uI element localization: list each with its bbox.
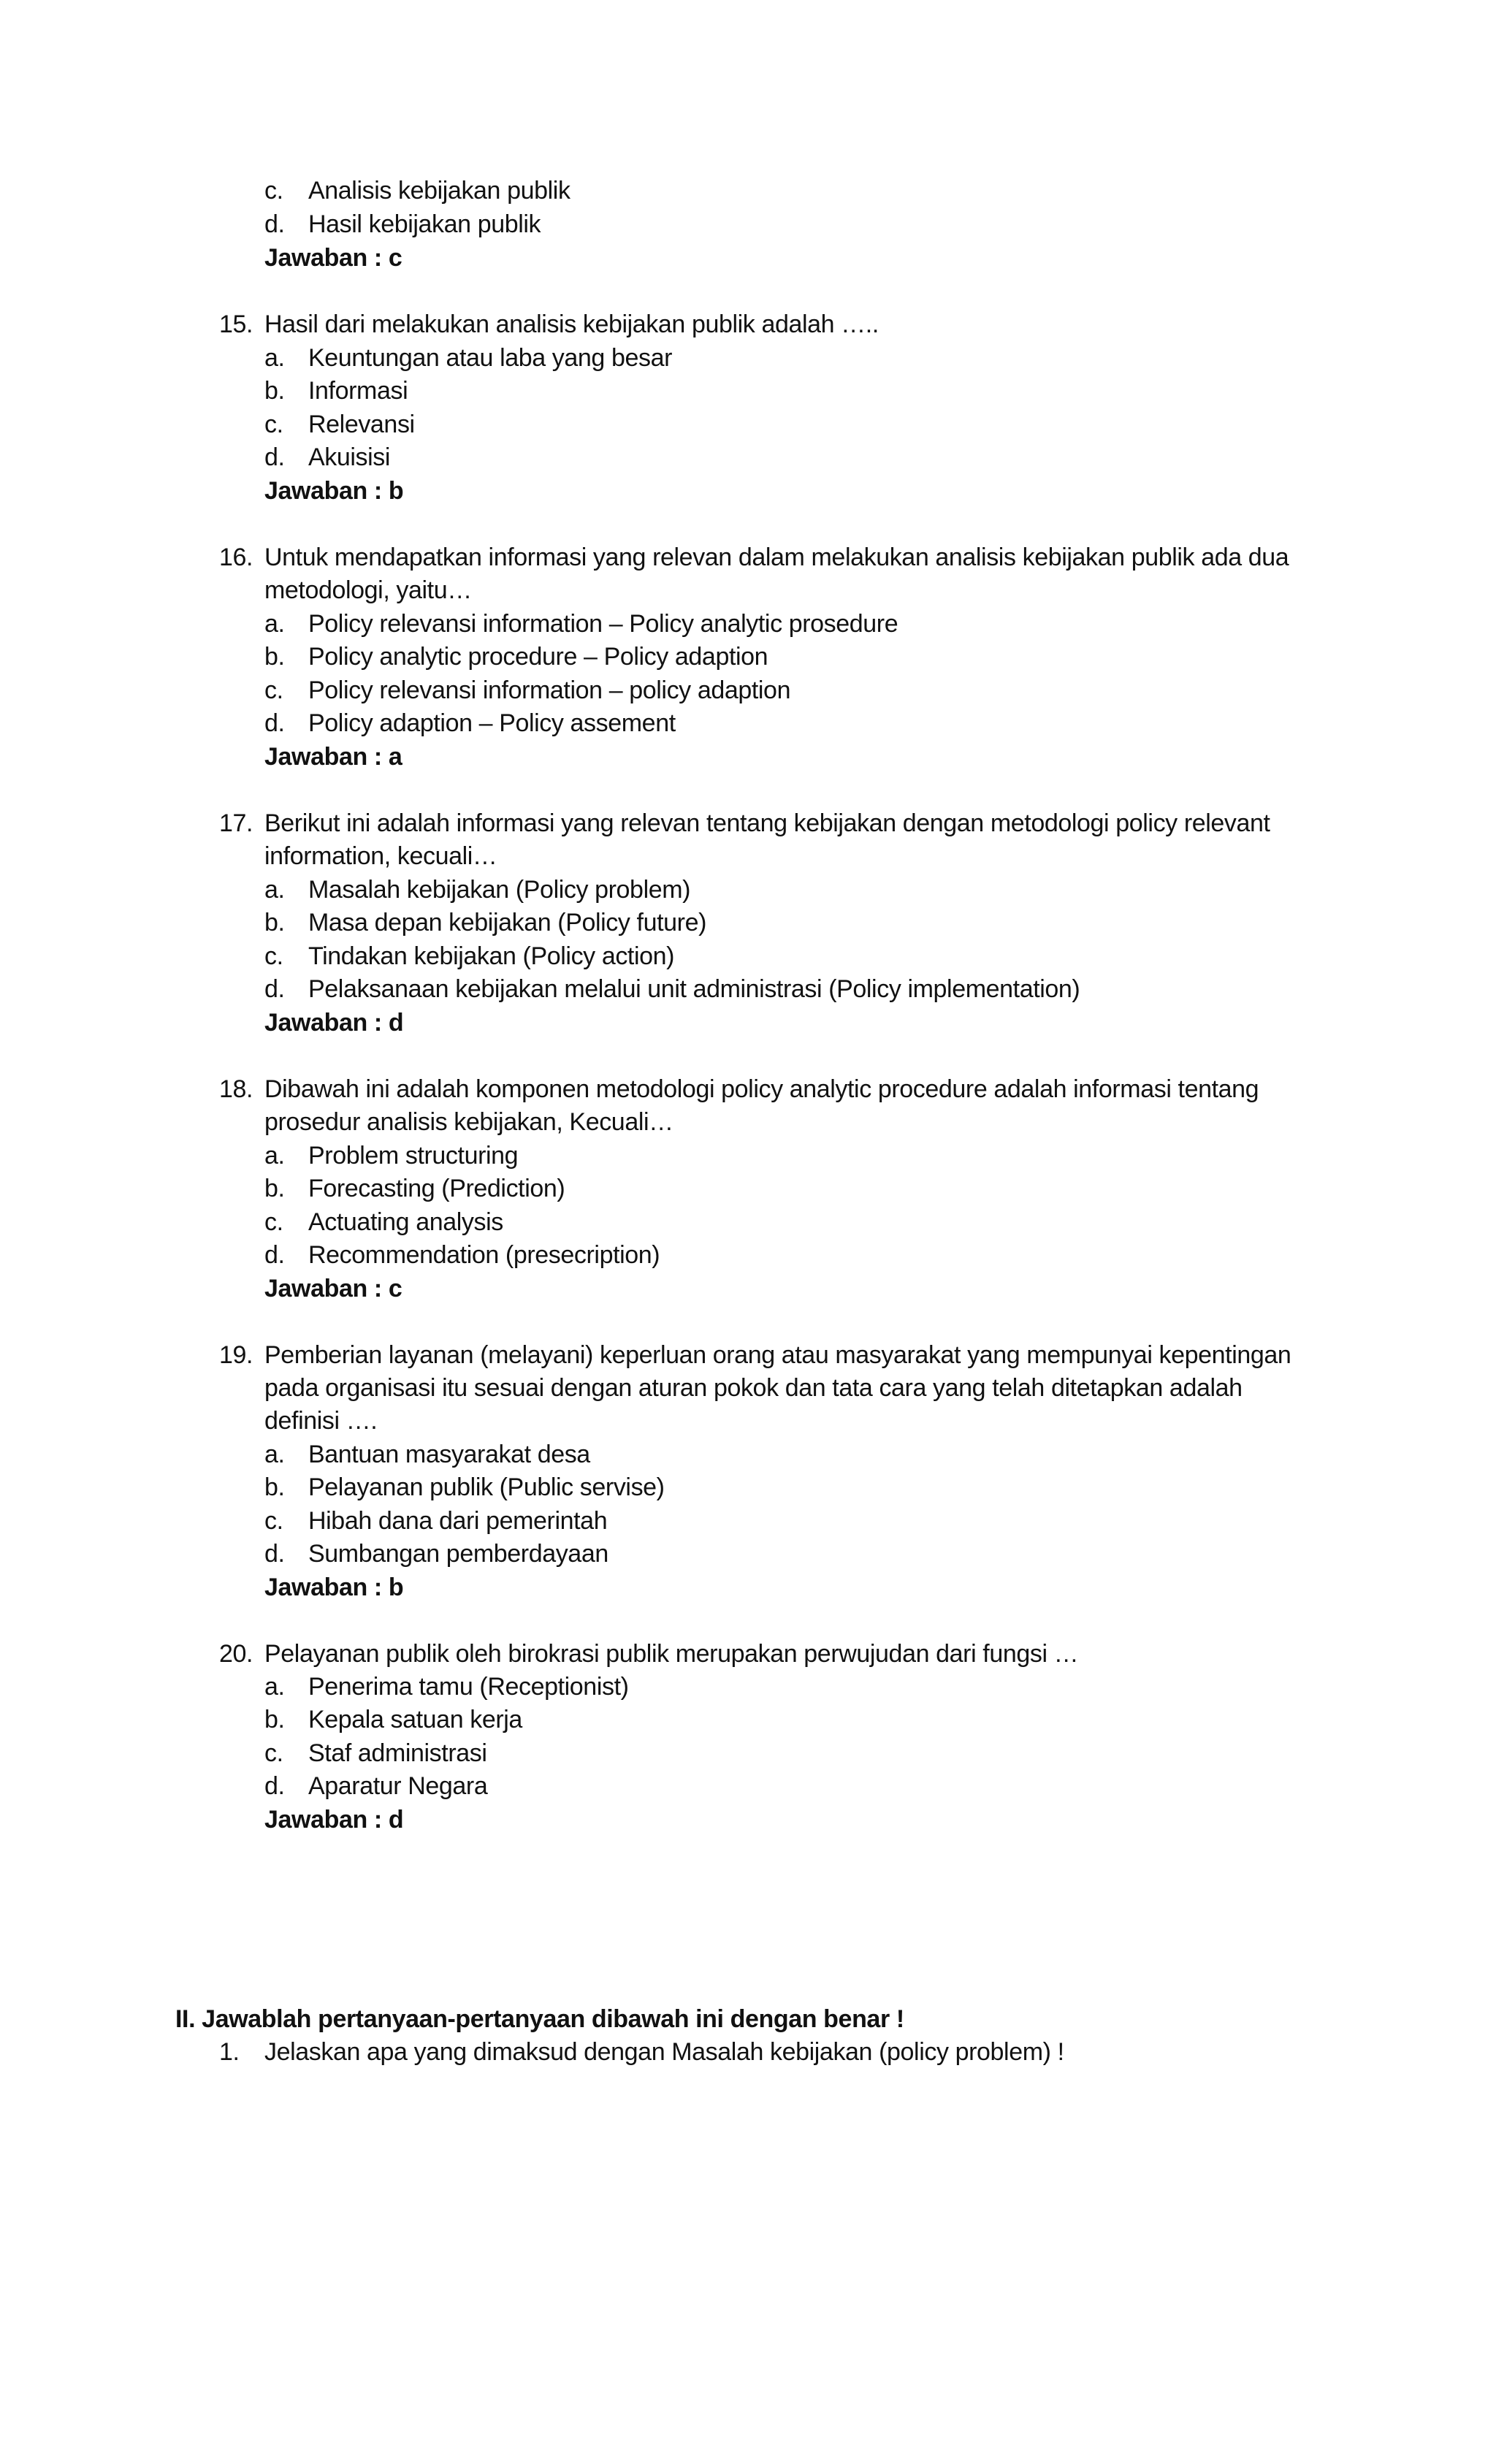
question-line [0, 1637, 1496, 1671]
option-line [0, 873, 1496, 907]
question-text: Hasil dari melakukan analisis kebijakan publik adalah ….. [264, 310, 879, 338]
essay-question-line [0, 2035, 1496, 2069]
answer-text: Jawaban : c [264, 1275, 402, 1302]
answer-line [0, 474, 1496, 508]
answer-line [0, 740, 1496, 774]
answer-line [0, 1571, 1496, 1604]
option-letter: a. [264, 344, 285, 372]
option-text: Policy adaption – Policy assement [308, 709, 676, 737]
question-text: Pelayanan publik oleh birokrasi publik merupakan perwujudan dari fungsi … [264, 1640, 1079, 1668]
option-text: Forecasting (Prediction) [308, 1175, 565, 1202]
option-text: Tindakan kebijakan (Policy action) [308, 942, 675, 970]
option-letter: d. [264, 975, 285, 1003]
question-line [0, 573, 1496, 607]
answer-text: Jawaban : a [264, 743, 402, 771]
question-line [0, 806, 1496, 840]
question-text: prosedur analisis kebijakan, Kecuali… [264, 1108, 673, 1136]
answer-text: Jawaban : d [264, 1806, 404, 1834]
option-line [0, 1238, 1496, 1272]
answer-line [0, 1803, 1496, 1836]
option-letter: c. [264, 177, 283, 205]
option-letter: c. [264, 1739, 283, 1767]
question-text: Pemberian layanan (melayani) keperluan orang atau masyarakat yang mempunyai kepentingan [264, 1341, 1291, 1369]
option-text: Relevansi [308, 411, 415, 438]
option-line [0, 174, 1496, 207]
option-letter: a. [264, 610, 285, 638]
option-letter: d. [264, 210, 285, 238]
option-line [0, 706, 1496, 740]
answer-text: Jawaban : d [264, 1009, 404, 1037]
option-line [0, 1471, 1496, 1504]
option-line [0, 440, 1496, 474]
option-line [0, 207, 1496, 241]
question-number: 17. [219, 809, 253, 837]
option-letter: b. [264, 1175, 285, 1202]
option-letter: d. [264, 709, 285, 737]
option-line [0, 1769, 1496, 1803]
option-line [0, 1504, 1496, 1538]
option-letter: b. [264, 1706, 285, 1733]
question-line [0, 1072, 1496, 1106]
option-line [0, 341, 1496, 375]
option-letter: a. [264, 876, 285, 904]
option-text: Masa depan kebijakan (Policy future) [308, 909, 707, 937]
option-text: Pelaksanaan kebijakan melalui unit administrasi (Policy implementation) [308, 975, 1080, 1003]
option-letter: b. [264, 643, 285, 671]
option-line [0, 1205, 1496, 1239]
question-line [0, 1371, 1496, 1405]
option-text: Keuntungan atau laba yang besar [308, 344, 673, 372]
option-text: Staf administrasi [308, 1739, 487, 1767]
option-letter: c. [264, 1507, 283, 1535]
question-line [0, 1338, 1496, 1372]
answer-text: Jawaban : c [264, 244, 402, 272]
option-text: Masalah kebijakan (Policy problem) [308, 876, 691, 904]
option-line [0, 607, 1496, 641]
option-line [0, 1537, 1496, 1571]
option-letter: c. [264, 676, 283, 704]
option-line [0, 939, 1496, 973]
question-line [0, 308, 1496, 341]
option-line [0, 640, 1496, 674]
option-letter: c. [264, 1208, 283, 1236]
question-text: pada organisasi itu sesuai dengan aturan pokok dan tata cara yang telah ditetapkan adalah [264, 1374, 1243, 1402]
option-text: Actuating analysis [308, 1208, 503, 1236]
option-letter: a. [264, 1142, 285, 1170]
question-number: 16. [219, 543, 253, 571]
option-text: Sumbangan pemberdayaan [308, 1540, 608, 1568]
option-text: Pelayanan publik (Public servise) [308, 1473, 665, 1501]
option-text: Analisis kebijakan publik [308, 177, 570, 205]
option-letter: c. [264, 942, 283, 970]
option-text: Hibah dana dari pemerintah [308, 1507, 608, 1535]
question-text: information, kecuali… [264, 842, 497, 870]
option-line [0, 972, 1496, 1006]
option-text: Akuisisi [308, 443, 391, 471]
question-number: 1. [219, 2038, 240, 2066]
question-number: 18. [219, 1075, 253, 1103]
option-text: Problem structuring [308, 1142, 519, 1170]
question-line [0, 541, 1496, 574]
question-line [0, 1404, 1496, 1438]
option-text: Policy relevansi information – Policy analytic prosedure [308, 610, 898, 638]
option-text: Bantuan masyarakat desa [308, 1441, 590, 1468]
option-line [0, 1172, 1496, 1205]
option-line [0, 1703, 1496, 1736]
answer-line [0, 1272, 1496, 1305]
option-text: Policy relevansi information – policy adaption [308, 676, 791, 704]
option-line [0, 1736, 1496, 1770]
question-text: definisi …. [264, 1407, 378, 1435]
question-text: Dibawah ini adalah komponen metodologi policy analytic procedure adalah informasi tentang [264, 1075, 1259, 1103]
answer-text: Jawaban : b [264, 477, 404, 505]
option-line [0, 374, 1496, 408]
option-text: Informasi [308, 377, 408, 405]
answer-line [0, 1006, 1496, 1040]
option-line [0, 1670, 1496, 1704]
option-letter: d. [264, 443, 285, 471]
option-letter: d. [264, 1772, 285, 1800]
answer-text: Jawaban : b [264, 1574, 404, 1601]
option-line [0, 408, 1496, 441]
option-letter: b. [264, 1473, 285, 1501]
question-line [0, 1105, 1496, 1139]
option-letter: b. [264, 377, 285, 405]
question-line [0, 839, 1496, 873]
question-text: Untuk mendapatkan informasi yang relevan dalam melakukan analisis kebijakan publik ada dua [264, 543, 1289, 571]
option-text: Aparatur Negara [308, 1772, 488, 1800]
option-text: Hasil kebijakan publik [308, 210, 541, 238]
question-text: Jelaskan apa yang dimaksud dengan Masalah kebijakan (policy problem) ! [264, 2038, 1064, 2066]
question-text: Berikut ini adalah informasi yang relevan tentang kebijakan dengan metodologi policy relevant [264, 809, 1270, 837]
question-number: 15. [219, 310, 253, 338]
option-line [0, 1139, 1496, 1172]
question-number: 19. [219, 1341, 253, 1369]
option-letter: d. [264, 1540, 285, 1568]
option-letter: a. [264, 1441, 285, 1468]
option-line [0, 1438, 1496, 1471]
option-line [0, 674, 1496, 707]
option-line [0, 906, 1496, 939]
question-text: metodologi, yaitu… [264, 576, 472, 604]
option-text: Policy analytic procedure – Policy adaption [308, 643, 768, 671]
answer-line [0, 241, 1496, 275]
question-number: 20. [219, 1640, 253, 1668]
option-letter: a. [264, 1673, 285, 1701]
section-heading-line [0, 2002, 1496, 2036]
option-letter: c. [264, 411, 283, 438]
section-heading: II. Jawablah pertanyaan-pertanyaan dibawah ini dengan benar ! [175, 2005, 904, 2033]
option-letter: d. [264, 1241, 285, 1269]
option-letter: b. [264, 909, 285, 937]
option-text: Kepala satuan kerja [308, 1706, 522, 1733]
option-text: Recommendation (presecription) [308, 1241, 660, 1269]
option-text: Penerima tamu (Receptionist) [308, 1673, 629, 1701]
